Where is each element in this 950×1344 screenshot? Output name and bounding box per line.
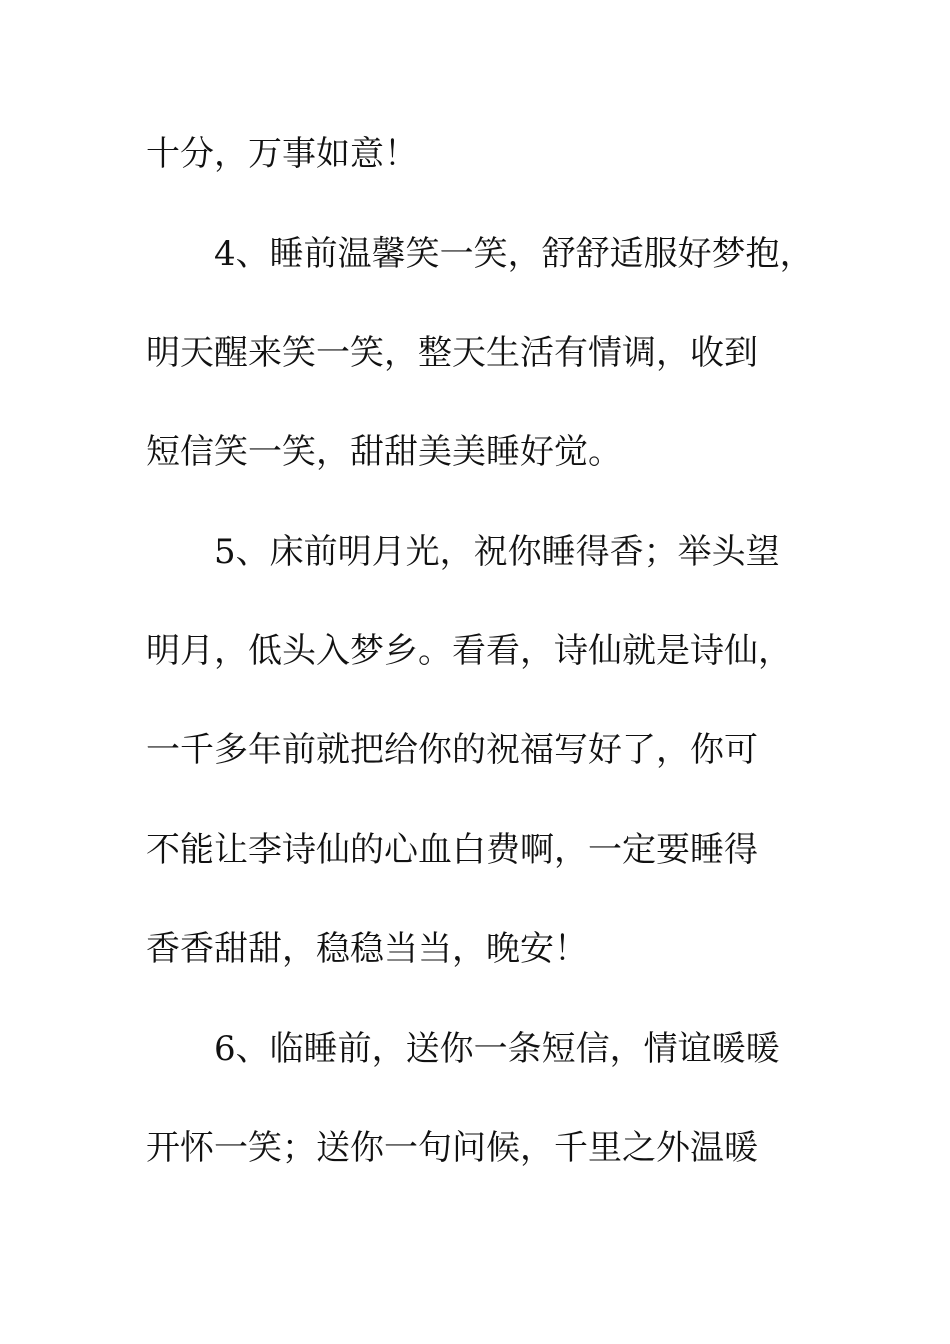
text-line-10: 6、临睡前，送你一条短信，情谊暖暖 [214,1029,780,1069]
text-line-3: 明天醒来笑一笑，整天生活有情调，收到 [146,333,758,373]
text-line-6: 明月，低头入梦乡。看看，诗仙就是诗仙， [146,631,792,671]
text-line-5: 5、床前明月光，祝你睡得香；举头望 [214,532,780,572]
text-line-9: 香香甜甜，稳稳当当，晚安！ [146,929,588,969]
text-line-8: 不能让李诗仙的心血白费啊，一定要睡得 [146,830,758,870]
text-line-7: 一千多年前就把给你的祝福写好了，你可 [146,730,758,770]
text-line-1: 十分，万事如意！ [146,134,418,174]
text-line-2: 4、睡前温馨笑一笑，舒舒适服好梦抱， [214,234,814,274]
text-line-4: 短信笑一笑，甜甜美美睡好觉。 [146,432,622,472]
text-line-11: 开怀一笑；送你一句问候，千里之外温暖 [146,1128,758,1168]
